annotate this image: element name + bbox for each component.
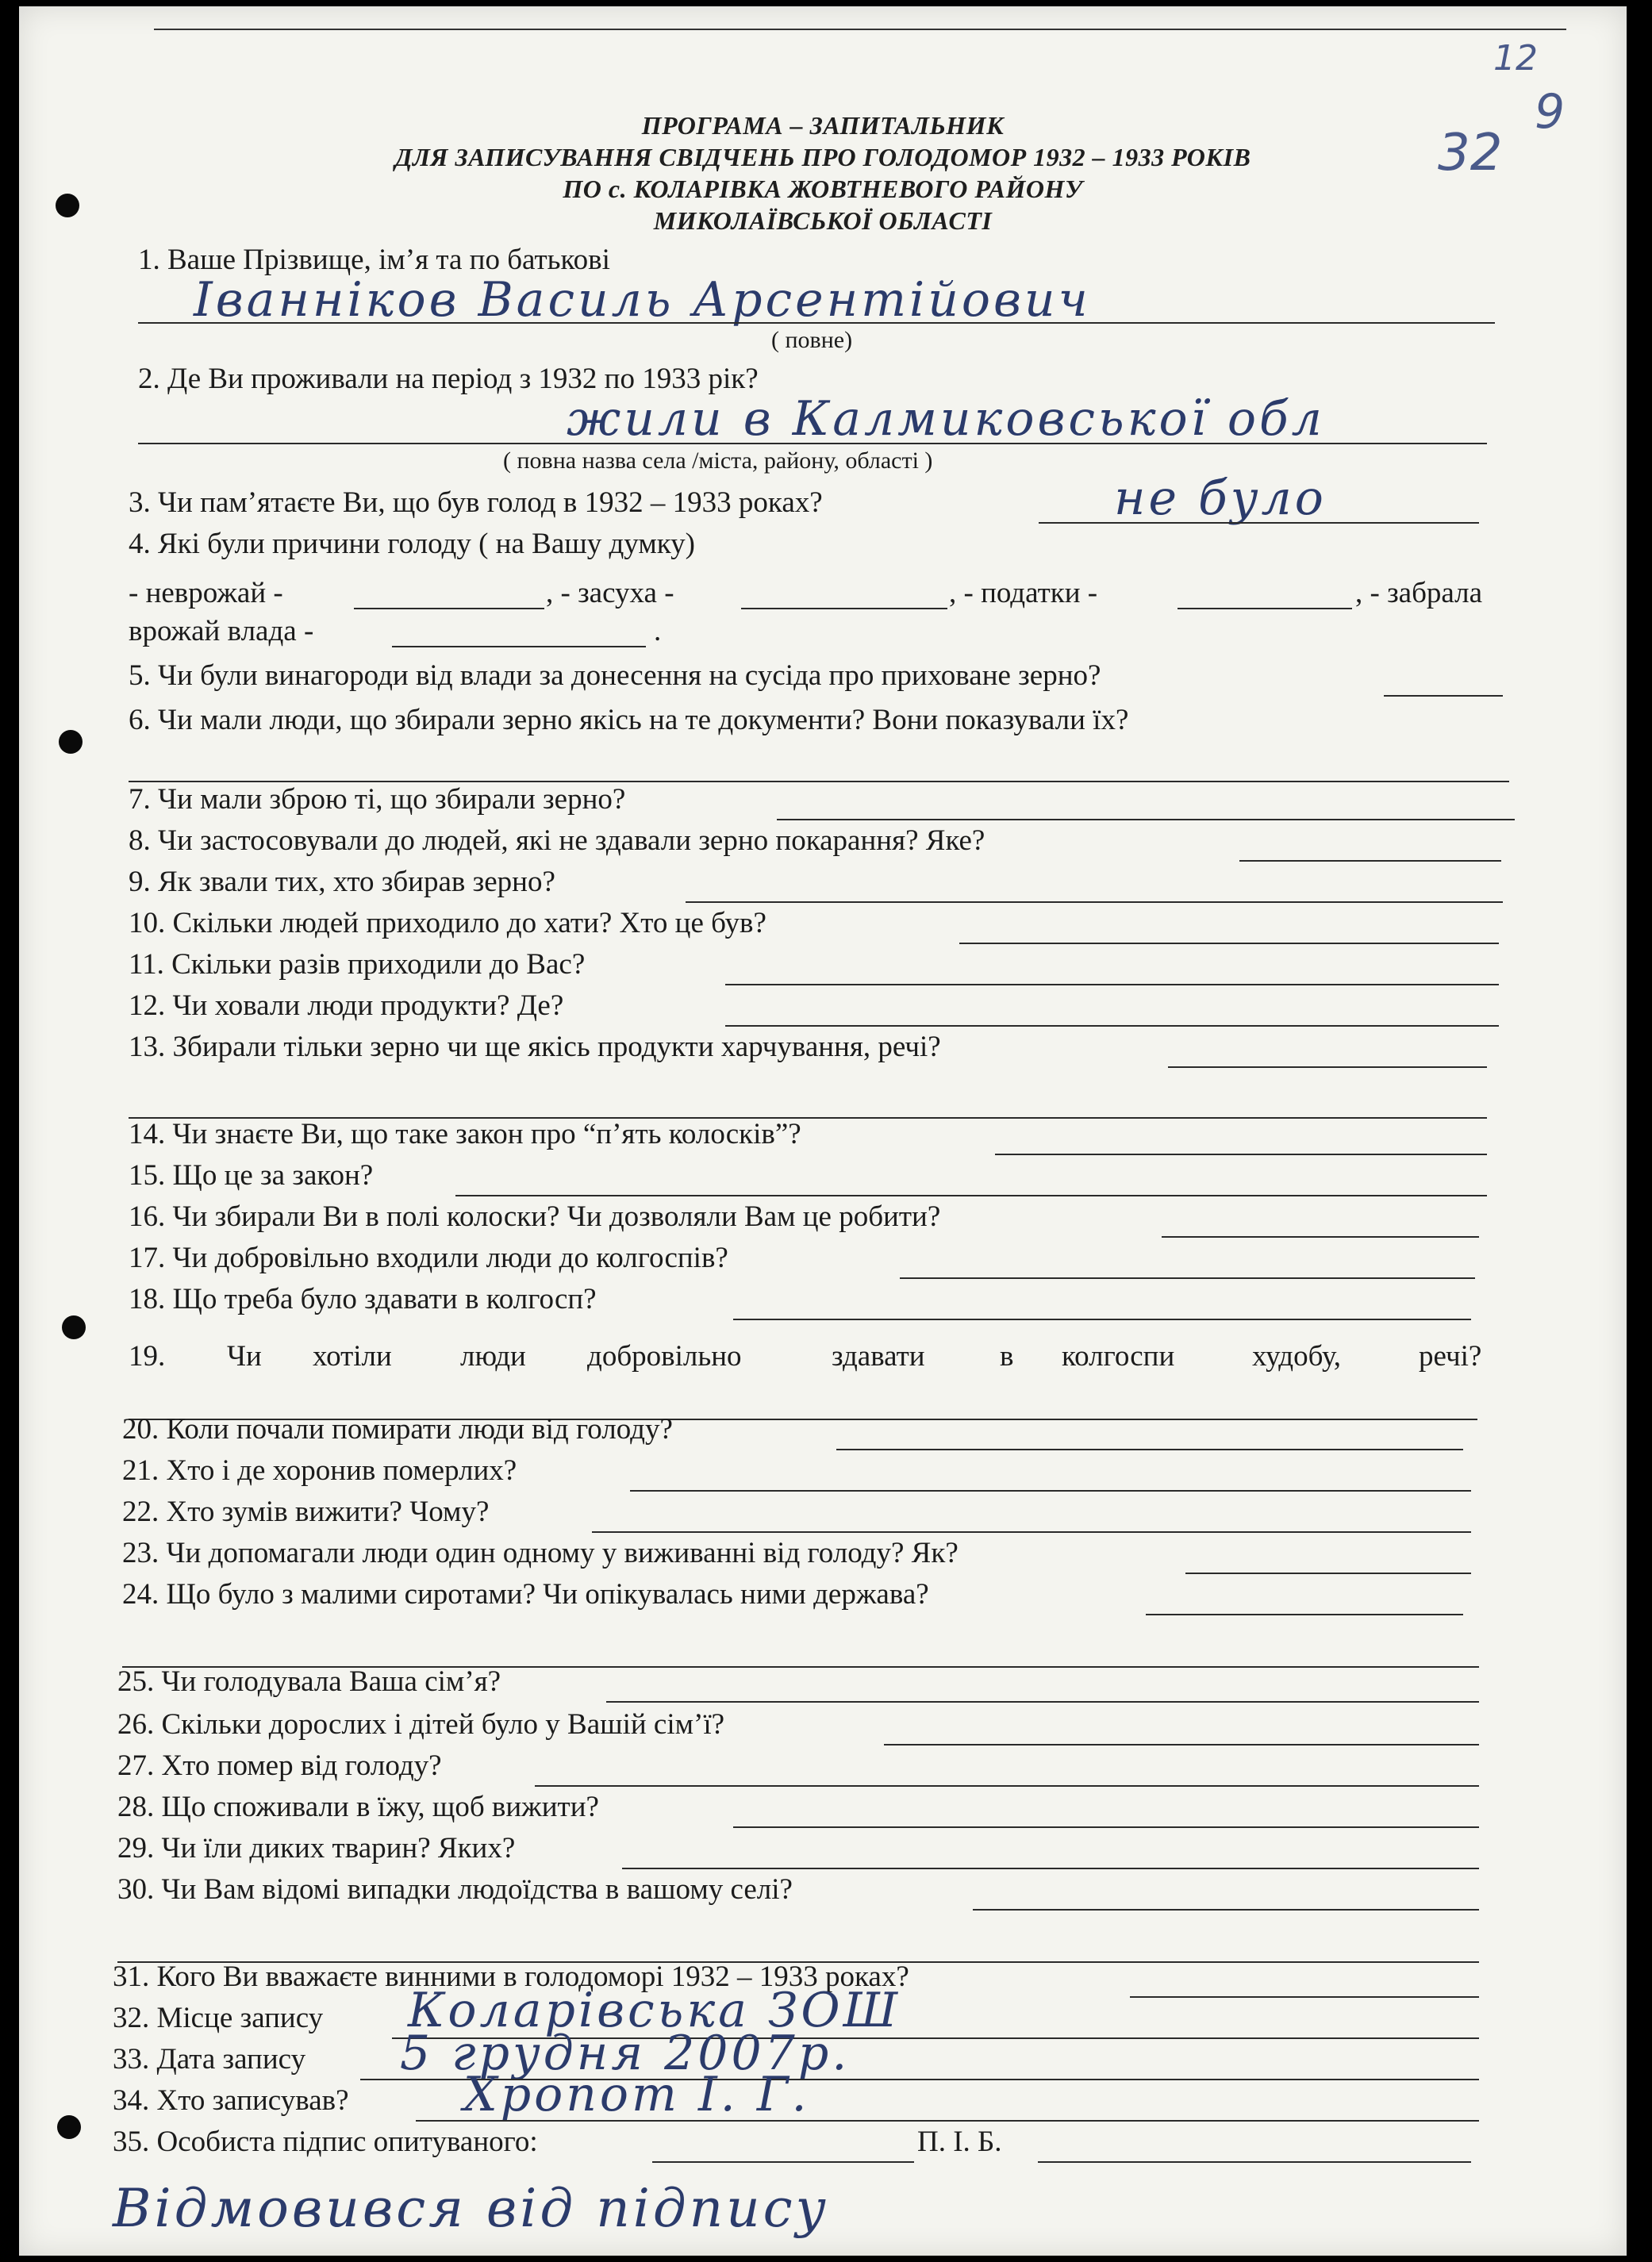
question-25: 25. Чи голодувала Ваша сім’я?	[117, 1665, 501, 1698]
question-7: 7. Чи мали зброю ті, що збирали зерно?	[129, 783, 626, 816]
question-14: 14. Чи знаєте Ви, що таке закон про “п’ять колосків”?	[129, 1118, 801, 1150]
answer-line-5[interactable]	[1384, 695, 1503, 697]
answer-line-1[interactable]	[138, 322, 1495, 324]
question-12: 12. Чи ховали люди продукти? Де?	[129, 989, 564, 1022]
answer-line-15[interactable]	[455, 1195, 1487, 1196]
question-22: 22. Хто зумів вижити? Чому?	[122, 1496, 490, 1528]
answer-line-11[interactable]	[725, 984, 1499, 985]
answer-line-24a[interactable]	[1146, 1614, 1463, 1615]
answer-line-34[interactable]	[416, 2120, 1479, 2122]
answer-line-17[interactable]	[900, 1277, 1475, 1279]
q4-end: .	[654, 615, 662, 647]
question-19-w10: речі?	[1419, 1340, 1482, 1373]
header-line-2: ДЛЯ ЗАПИСУВАННЯ СВІДЧЕНЬ ПРО ГОЛОДОМОР 1932 – 1933 РОКІВ	[394, 143, 1251, 171]
header-line-3: ПО с. КОЛАРІВКА ЖОВТНЕВОГО РАЙОНУ	[563, 175, 1083, 203]
question-21: 21. Хто і де хоронив померлих?	[122, 1454, 517, 1487]
q4-line-2[interactable]	[741, 608, 947, 609]
question-23: 23. Чи допомагали люди один одному у виживанні від голоду? Як?	[122, 1537, 959, 1569]
question-20: 20. Коли почали помирати люди від голоду?	[122, 1413, 673, 1446]
q4-line-1[interactable]	[354, 608, 544, 609]
question-19-w4: люди	[460, 1340, 526, 1373]
signature-line[interactable]	[652, 2161, 914, 2163]
question-19-w9: худобу,	[1252, 1340, 1342, 1373]
answer-1: Іванніков Василь Арсентійович	[194, 272, 1091, 328]
top-rule	[154, 29, 1566, 30]
questionnaire-sheet	[19, 6, 1627, 2256]
question-4: 4. Які були причини голоду ( на Вашу думку)	[129, 528, 696, 560]
answer-line-20[interactable]	[836, 1449, 1463, 1450]
question-15: 15. Що це за закон?	[129, 1159, 374, 1192]
header-line-4: МИКОЛАЇВСЬКОЇ ОБЛАСТІ	[653, 206, 993, 235]
punch-hole-icon	[62, 1315, 86, 1339]
question-19-w3: хотіли	[313, 1340, 392, 1373]
footer-handwriting: Відмовився від підпису	[113, 2178, 829, 2239]
q4-option-2: , - засуха -	[546, 577, 674, 609]
answer-line-13a[interactable]	[1168, 1066, 1487, 1068]
question-32: 32. Місце запису	[113, 2002, 324, 2034]
question-31: 31. Кого Ви вважаєте винними в голодоморі 1932 – 1933 роках?	[113, 1961, 909, 1993]
answer-line-25[interactable]	[606, 1701, 1479, 1703]
note-2: ( повна назва села /міста, району, області )	[503, 447, 933, 474]
question-19-w1: 19.	[129, 1340, 166, 1373]
page-number-3: 32	[1438, 124, 1503, 182]
answer-34: Хропот І. Г.	[463, 2067, 810, 2122]
question-19-w5: добровільно	[587, 1340, 742, 1373]
answer-line-30a[interactable]	[973, 1909, 1479, 1911]
pib-line[interactable]	[1038, 2161, 1471, 2163]
question-16: 16. Чи збирали Ви в полі колоски? Чи дозволяли Вам це робити?	[129, 1200, 941, 1233]
question-17: 17. Чи добровільно входили люди до колгоспів?	[129, 1242, 728, 1274]
question-34: 34. Хто записував?	[113, 2084, 349, 2117]
answer-line-31[interactable]	[1130, 1996, 1479, 1998]
q4-line-5[interactable]	[392, 646, 646, 647]
question-19-w7: в	[1000, 1340, 1014, 1373]
answer-2: жили в Калмиковської обл	[567, 391, 1325, 447]
answer-line-2[interactable]	[138, 443, 1487, 444]
answer-line-9[interactable]	[686, 901, 1503, 903]
question-1: 1. Ваше Прізвище, ім’я та по батькові	[138, 244, 610, 276]
header-line-1: ПРОГРАМА – ЗАПИТАЛЬНИК	[641, 111, 1005, 140]
answer-line-10[interactable]	[959, 943, 1499, 944]
question-30: 30. Чи Вам відомі випадки людоїдства в вашому селі?	[117, 1873, 793, 1906]
answer-line-7[interactable]	[777, 819, 1515, 820]
q4-line-3[interactable]	[1178, 608, 1352, 609]
question-19-w6: здавати	[832, 1340, 925, 1373]
punch-hole-icon	[57, 2115, 81, 2139]
question-13: 13. Збирали тільки зерно чи ще якісь продукти харчування, речі?	[129, 1031, 941, 1063]
question-9: 9. Як звали тих, хто збирав зерно?	[129, 866, 555, 898]
answer-33: 5 грудня 2007р.	[400, 2026, 851, 2081]
answer-line-23[interactable]	[1185, 1573, 1471, 1574]
question-33: 33. Дата запису	[113, 2043, 306, 2076]
page-number-2: 9	[1535, 84, 1566, 140]
answer-line-26[interactable]	[884, 1744, 1479, 1745]
question-5: 5. Чи були винагороди від влади за донесення на сусіда про приховане зерно?	[129, 659, 1101, 692]
answer-line-3[interactable]	[1039, 522, 1479, 524]
pib-label: П. І. Б.	[917, 2126, 1002, 2158]
question-24: 24. Що було з малими сиротами? Чи опікувалась ними держава?	[122, 1578, 929, 1611]
question-28: 28. Що споживали в їжу, щоб вижити?	[117, 1791, 599, 1823]
q4-option-4: , - забрала	[1355, 577, 1483, 609]
q4-option-5: врожай влада -	[129, 615, 314, 647]
question-35: 35. Особиста підпис опитуваного:	[113, 2126, 538, 2158]
question-18: 18. Що треба було здавати в колгосп?	[129, 1283, 597, 1315]
question-6: 6. Чи мали люди, що збирали зерно якісь на те документи? Вони показували їх?	[129, 704, 1129, 736]
answer-line-27[interactable]	[535, 1785, 1479, 1787]
answer-32: Коларівська ЗОШ	[408, 1983, 901, 2038]
answer-3: не було	[1114, 470, 1327, 526]
q4-option-1: - неврожай -	[129, 577, 283, 609]
answer-line-28[interactable]	[733, 1826, 1479, 1828]
answer-line-16[interactable]	[1162, 1236, 1479, 1238]
question-8: 8. Чи застосовували до людей, які не здавали зерно покарання? Яке?	[129, 824, 985, 857]
answer-line-14[interactable]	[995, 1154, 1487, 1155]
q4-option-3: , - податки -	[949, 577, 1098, 609]
punch-hole-icon	[59, 730, 83, 754]
answer-line-29[interactable]	[622, 1868, 1479, 1869]
page-number-1: 12	[1493, 38, 1538, 79]
question-27: 27. Хто помер від голоду?	[117, 1749, 442, 1782]
question-26: 26. Скільки дорослих і дітей було у Вашій сім’ї?	[117, 1708, 725, 1741]
question-10: 10. Скільки людей приходило до хати? Хто це був?	[129, 907, 766, 939]
note-1: ( повне)	[771, 327, 853, 353]
question-19-w2: Чи	[227, 1340, 262, 1373]
question-3: 3. Чи пам’ятаєте Ви, що був голод в 1932 – 1933 роках?	[129, 486, 823, 519]
question-29: 29. Чи їли диких тварин? Яких?	[117, 1832, 516, 1865]
answer-line-18[interactable]	[733, 1319, 1471, 1320]
answer-line-22[interactable]	[592, 1531, 1471, 1533]
answer-line-21[interactable]	[630, 1490, 1471, 1492]
answer-line-8[interactable]	[1239, 860, 1501, 862]
question-11: 11. Скільки разів приходили до Вас?	[129, 948, 586, 981]
answer-line-12[interactable]	[725, 1025, 1499, 1027]
question-19-w8: колгоспи	[1062, 1340, 1175, 1373]
question-2: 2. Де Ви проживали на період з 1932 по 1933 рік?	[138, 363, 759, 395]
